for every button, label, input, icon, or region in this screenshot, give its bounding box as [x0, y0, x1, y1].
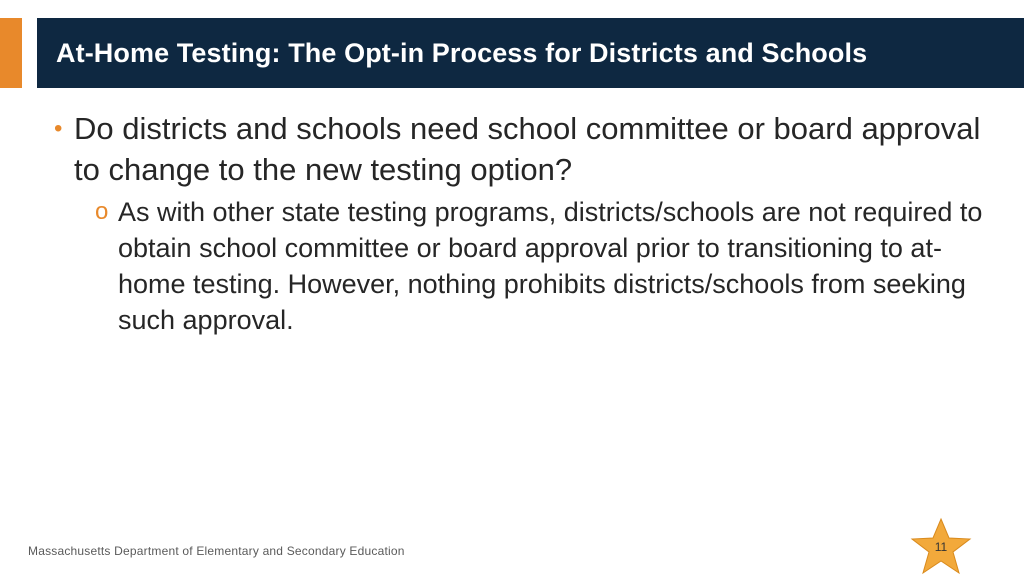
subbullet-text: As with other state testing programs, districts/schools are not required to obtain school committee or board approval prior to transitioning to at-home testing. However, nothing prohibits districts/schools from seeking such approval.: [118, 197, 983, 335]
footer-text: Massachusetts Department of Elementary and Secondary Education: [28, 544, 405, 558]
bullet-text: Do districts and schools need school committee or board approval to change to the new testing option?: [74, 111, 981, 187]
page-number: 11: [934, 540, 948, 554]
bullet-marker: •: [54, 115, 63, 142]
slide-title: At-Home Testing: The Opt-in Process for Districts and Schools: [56, 37, 868, 68]
title-accent-bar: [0, 18, 22, 88]
slide-content: [54, 108, 984, 338]
bullet-item: [54, 108, 984, 190]
title-bar: [37, 18, 1024, 88]
subbullet-marker: o: [95, 198, 109, 225]
subbullet-item: [95, 194, 984, 338]
